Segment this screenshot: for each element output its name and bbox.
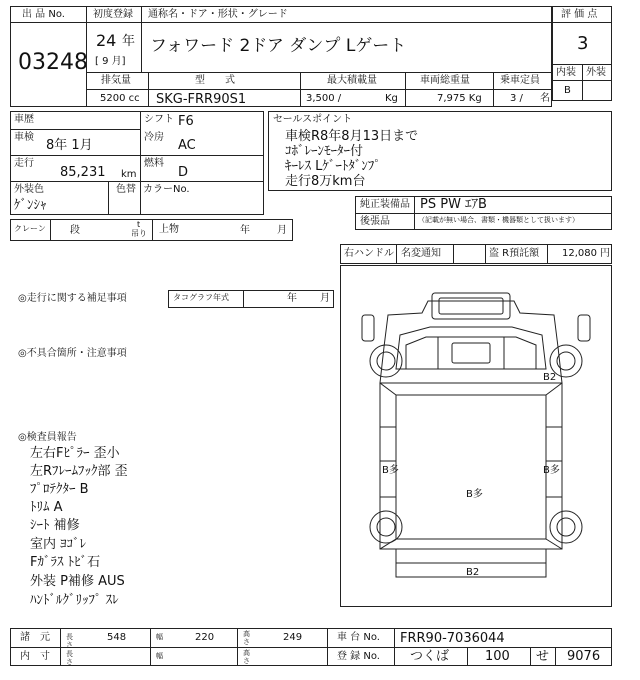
chassis-value: FRR90-7036044 <box>400 631 505 646</box>
inspector-report-label: ◎検査員報告 <box>18 432 77 443</box>
length-label: 長さ <box>66 633 73 649</box>
history-label: 車歴 <box>14 114 34 125</box>
length-value: 548 <box>107 632 127 643</box>
sales-point: ｺﾎﾞﾚｰﾝﾓｰﾀｰ付 <box>285 144 364 159</box>
sales-point: 車検R8年8月13日まで <box>285 129 419 144</box>
name-change-label: 名変通知 <box>401 248 441 259</box>
deposit-label: 盗 R預託額 <box>489 248 540 259</box>
mileage-value: 85,231 <box>60 165 106 180</box>
sales-point: ｷｰﾚｽ Lｹﾞｰﾄﾀﾞﾝﾌﾟ <box>285 159 381 174</box>
gross-weight-value: 7,975 Kg <box>437 93 482 104</box>
lot-number: 03248 <box>18 50 88 75</box>
in-width-label: 幅 <box>156 652 163 660</box>
plate-number: 9076 <box>567 649 601 664</box>
displacement-value: 5200 cc <box>100 93 140 104</box>
mileage-unit: km <box>121 169 137 180</box>
steering-value: 右ハンドル <box>344 248 394 259</box>
in-length-label: 長さ <box>66 650 73 666</box>
inspector-item: ﾄﾘﾑ A <box>30 500 63 515</box>
plate-area: つくば <box>410 649 450 664</box>
tacho-month: 月 <box>320 293 330 304</box>
sales-point: 走行8万km台 <box>285 174 366 189</box>
rear-right-wheel-icon <box>550 511 582 543</box>
damage-mark: B多 <box>543 465 560 476</box>
inspection-label: 車検 <box>14 132 34 143</box>
color-label: 外装色 <box>14 184 44 195</box>
inspector-item: 室内 ﾖｺﾞﾚ <box>30 537 87 552</box>
rear-left-wheel-icon <box>370 511 402 543</box>
plate-kana: せ <box>536 649 550 664</box>
run-notes-label: ◎走行に関する補足事項 <box>18 293 127 304</box>
width-value: 220 <box>195 632 215 643</box>
model-code-value: SKG-FRR90S1 <box>156 92 247 107</box>
score-label: 評 価 点 <box>561 9 598 20</box>
inspector-item: ﾌﾟﾛﾃｸﾀｰ B <box>30 482 89 497</box>
interior-grade: B <box>564 85 571 96</box>
score-value: 3 <box>577 33 589 54</box>
genuine-value: PS PW ｴｱB <box>420 197 487 212</box>
max-load-unit: Kg <box>385 93 398 104</box>
year-unit: 年 <box>122 34 136 49</box>
left-mirror-icon <box>362 315 374 341</box>
crane-label: クレーン <box>14 224 46 233</box>
inspector-item: Fｶﾞﾗｽ ﾄﾋﾞ石 <box>30 555 101 570</box>
capacity-value: 3 / <box>510 93 523 104</box>
inspector-item: ﾊﾝﾄﾞﾙｸﾞﾘｯﾌﾟ ｽﾚ <box>30 593 119 608</box>
sales-label: セールスポイント <box>273 114 353 125</box>
month-value: [ 9 月] <box>95 56 126 67</box>
width-label: 幅 <box>156 633 163 641</box>
inspector-item: 外装 P補修 AUS <box>30 574 125 589</box>
ac-label: 冷房 <box>144 132 164 143</box>
damage-mark: B多 <box>382 465 399 476</box>
upper-year: 年 <box>240 225 250 236</box>
genuine-label: 純正装備品 <box>360 199 410 210</box>
inspector-item: 左右Fﾋﾟﾗｰ 歪小 <box>30 446 120 461</box>
right-mirror-icon <box>578 315 590 341</box>
lot-label: 出 品 No. <box>22 9 65 20</box>
model-code-label: 型 式 <box>195 75 235 86</box>
color-no-label: 色替 <box>116 184 136 195</box>
cab-roof <box>432 293 510 319</box>
first-reg-label: 初度登録 <box>93 9 133 20</box>
year-value: 24 <box>96 31 117 50</box>
damage-mark: B2 <box>543 372 557 383</box>
dump-bed-outline <box>380 383 562 549</box>
mileage-label: 走行 <box>14 158 34 169</box>
aftermarket-note: （記載が無い場合、書類・機器類として扱います） <box>418 216 579 224</box>
height-value: 249 <box>283 632 303 643</box>
max-load-label: 最大積載量 <box>327 75 377 86</box>
shift-label: シフト <box>144 114 174 125</box>
upper-month: 月 <box>277 225 287 236</box>
gross-weight-label: 車両総重量 <box>420 75 470 86</box>
crane-t: t <box>137 220 141 229</box>
interior-dims-label: 内 寸 <box>20 651 50 662</box>
height-label: 高さ <box>243 630 250 646</box>
color-no2-label: カラーNo. <box>143 184 190 195</box>
tacho-label: タコグラフ年式 <box>173 293 229 302</box>
plate-class: 100 <box>485 649 510 664</box>
exterior-label: 外装 <box>586 67 606 78</box>
aftermarket-label: 後張品 <box>360 216 390 227</box>
damage-mark: B2 <box>466 567 480 578</box>
chassis-label: 車 台 No. <box>337 632 380 643</box>
color-value: ｹﾞﾝｼｬ <box>14 198 47 213</box>
plate-label: 登 録 No. <box>337 651 380 662</box>
truck-diagram <box>340 265 612 607</box>
dims-label: 諸 元 <box>20 632 50 643</box>
displacement-label: 排気量 <box>101 75 131 86</box>
interior-label: 内装 <box>556 67 576 78</box>
fuel-label: 燃料 <box>144 158 164 169</box>
capacity-unit: 名 <box>540 93 550 104</box>
deposit-unit: 円 <box>600 248 610 259</box>
upper-label: 上物 <box>159 224 179 235</box>
spec-box <box>10 111 264 215</box>
ac-value: AC <box>178 138 196 153</box>
fuel-value: D <box>178 165 189 180</box>
name-label: 通称名・ドア・形状・グレード <box>148 9 288 20</box>
inspector-item: ｼｰﾄ 補修 <box>30 518 80 533</box>
crane-step: 段 <box>70 225 80 236</box>
max-load-value: 3,500 / <box>306 93 342 104</box>
deposit-value: 12,080 <box>562 248 597 259</box>
inspection-value: 8年 1月 <box>46 138 93 153</box>
cab-outline <box>380 301 562 383</box>
capacity-label: 乗車定員 <box>500 75 540 86</box>
defect-notes-label: ◎不具合箇所・注意事項 <box>18 348 127 359</box>
tacho-year: 年 <box>287 293 297 304</box>
crane-lift: 吊り <box>131 229 147 238</box>
shift-value: F6 <box>178 114 194 129</box>
inspector-item: 左Rﾌﾚｰﾑﾌｯｸ部 歪 <box>30 464 128 479</box>
model-name: フォワード 2ドア ダンプ Lゲート <box>150 36 407 56</box>
in-height-label: 高さ <box>243 649 250 665</box>
damage-mark: B多 <box>466 489 483 500</box>
